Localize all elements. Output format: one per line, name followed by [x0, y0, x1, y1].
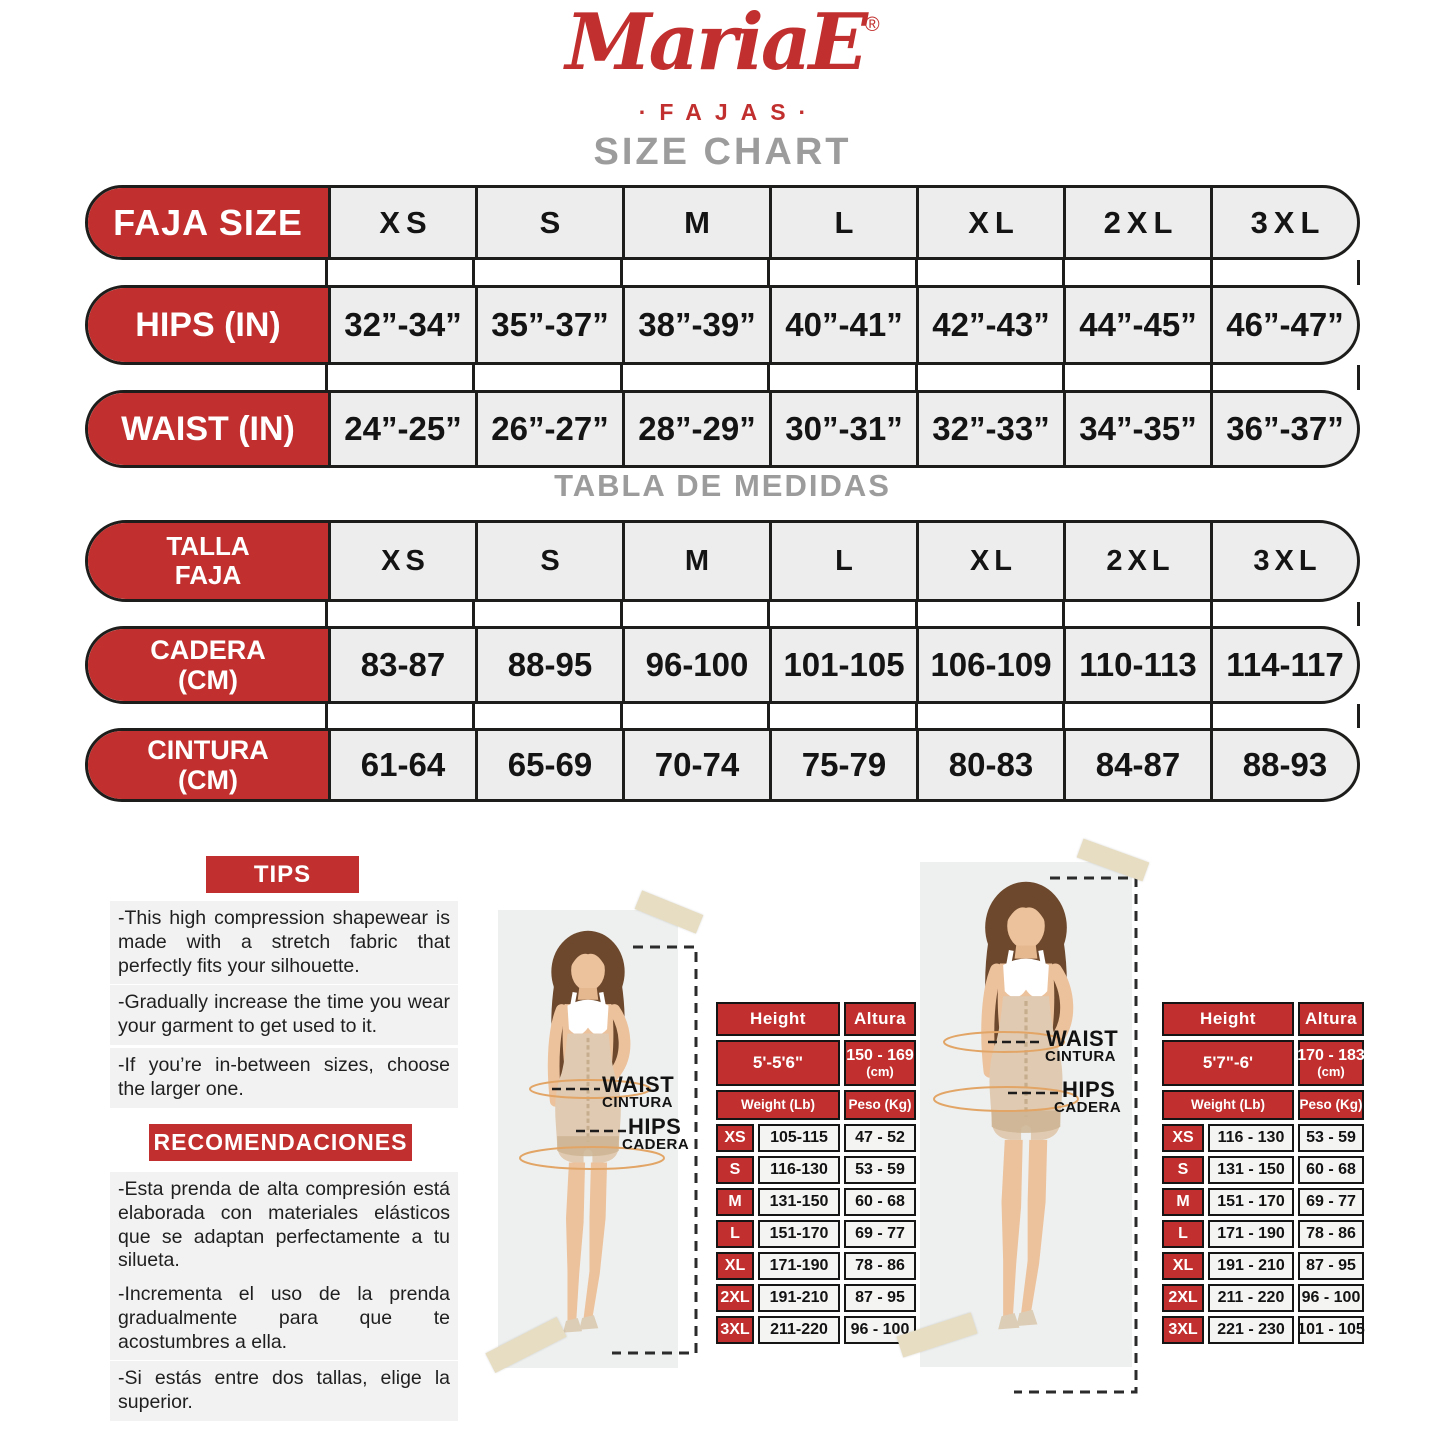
- size-cell: M: [622, 188, 769, 257]
- size-cell: XL: [716, 1252, 754, 1280]
- size-chart-title: SIZE CHART: [593, 131, 852, 173]
- waist-value: 32”-33”: [916, 393, 1063, 465]
- height-value: 5'-5'6": [716, 1040, 840, 1086]
- waist-value: 24”-25”: [328, 393, 475, 465]
- cadera-row: [85, 626, 1360, 704]
- hips-label-es: CADERA: [1054, 1099, 1122, 1116]
- cintura-value: 84-87: [1063, 731, 1210, 799]
- waist-label: WAIST (IN): [88, 393, 328, 465]
- cintura-row: [85, 728, 1360, 802]
- hips-label-en: HIPS: [628, 1114, 682, 1139]
- lb-cell: 151-170: [758, 1220, 840, 1248]
- lb-cell: 116-130: [758, 1156, 840, 1184]
- cintura-value: 65-69: [475, 731, 622, 799]
- kg-cell: 53 - 59: [1298, 1124, 1364, 1152]
- cintura-value: 70-74: [622, 731, 769, 799]
- hips-value: 32”-34”: [328, 288, 475, 362]
- table-gap-row: [325, 602, 1360, 626]
- hips-label-en: HIPS: [1062, 1077, 1116, 1102]
- cintura-value: 75-79: [769, 731, 916, 799]
- kg-cell: 78 - 86: [1298, 1220, 1364, 1248]
- brand-name: MariaE: [565, 0, 865, 88]
- kg-cell: 78 - 86: [844, 1252, 916, 1280]
- tip-item: -This high compression shapewear is made with a stretch fabric that perfectly fits your silhouette.: [110, 901, 458, 984]
- cintura-value: 88-93: [1210, 731, 1357, 799]
- size-cell: S: [1162, 1156, 1204, 1184]
- cintura-value: 80-83: [916, 731, 1063, 799]
- cintura-value: 61-64: [328, 731, 475, 799]
- table-gap-row: [325, 704, 1360, 728]
- talla-cell: XS: [328, 523, 475, 599]
- kg-cell: 60 - 68: [1298, 1156, 1364, 1184]
- recomendacion-item: -Esta prenda de alta compresión está elaborada con materiales elásticos que se adaptan perfectamente a tu silueta.: [110, 1172, 458, 1279]
- height-header: Height: [1162, 1002, 1294, 1036]
- waist-label-es: CINTURA: [1045, 1048, 1116, 1065]
- hips-value: 46”-47”: [1210, 288, 1357, 362]
- kg-cell: 69 - 77: [844, 1220, 916, 1248]
- kg-cell: 96 - 100: [1298, 1284, 1364, 1312]
- cadera-value: 88-95: [475, 629, 622, 701]
- hips-value: 42”-43”: [916, 288, 1063, 362]
- model-illustration: [928, 872, 1124, 1362]
- recomendaciones-title: RECOMENDACIONES: [149, 1124, 412, 1161]
- peso-header: Peso (Kg): [1298, 1090, 1364, 1120]
- cadera-value: 83-87: [328, 629, 475, 701]
- recomendacion-item: -Incrementa el uso de la prenda gradualmente para que te acostumbres a ella.: [110, 1277, 458, 1360]
- size-cell: 2XL: [1063, 188, 1210, 257]
- size-cell: L: [769, 188, 916, 257]
- peso-header: Peso (Kg): [844, 1090, 916, 1120]
- brand-sub-fajas: ·FAJAS·: [638, 99, 820, 125]
- faja-size-label: FAJA SIZE: [88, 188, 328, 257]
- size-cell: L: [716, 1220, 754, 1248]
- weight-table-tall: [1162, 1002, 1364, 1344]
- size-cell: 3XL: [716, 1316, 754, 1344]
- size-cell: M: [1162, 1188, 1204, 1216]
- size-cell: XS: [716, 1124, 754, 1152]
- size-cell: S: [475, 188, 622, 257]
- brand-logo: [0, 0, 1445, 88]
- kg-cell: 53 - 59: [844, 1156, 916, 1184]
- waist-row: [85, 390, 1360, 468]
- cadera-value: 101-105: [769, 629, 916, 701]
- size-cell: 2XL: [716, 1284, 754, 1312]
- size-cell: XS: [328, 188, 475, 257]
- talla-cell: 2XL: [1063, 523, 1210, 599]
- recomendacion-item: -Si estás entre dos tallas, elige la superior.: [110, 1361, 458, 1421]
- lb-cell: 211-220: [758, 1316, 840, 1344]
- kg-cell: 60 - 68: [844, 1188, 916, 1216]
- size-cell: XS: [1162, 1124, 1204, 1152]
- talla-faja-row: [85, 520, 1360, 602]
- cadera-value: 110-113: [1063, 629, 1210, 701]
- talla-cell: XL: [916, 523, 1063, 599]
- altura-header: Altura: [1298, 1002, 1364, 1036]
- registered-mark-icon: ®: [864, 14, 880, 36]
- cintura-label: CINTURA (CM): [88, 731, 328, 799]
- altura-value: 150 - 169 (cm): [844, 1040, 916, 1086]
- hips-value: 38”-39”: [622, 288, 769, 362]
- height-value: 5'7"-6': [1162, 1040, 1294, 1086]
- cadera-value: 106-109: [916, 629, 1063, 701]
- talla-cell: S: [475, 523, 622, 599]
- lb-cell: 191 - 210: [1208, 1252, 1294, 1280]
- hips-value: 40”-41”: [769, 288, 916, 362]
- lb-cell: 171 - 190: [1208, 1220, 1294, 1248]
- hips-value: 44”-45”: [1063, 288, 1210, 362]
- lb-cell: 105-115: [758, 1124, 840, 1152]
- waist-value: 36”-37”: [1210, 393, 1357, 465]
- cadera-label: CADERA (CM): [88, 629, 328, 701]
- kg-cell: 101 - 105: [1298, 1316, 1364, 1344]
- lb-cell: 116 - 130: [1208, 1124, 1294, 1152]
- waist-label-es: CINTURA: [602, 1094, 673, 1111]
- altura-header: Altura: [844, 1002, 916, 1036]
- size-cell: XL: [916, 188, 1063, 257]
- kg-cell: 96 - 100: [844, 1316, 916, 1344]
- size-cell: M: [716, 1188, 754, 1216]
- weight-header: Weight (Lb): [1162, 1090, 1294, 1120]
- talla-cell: 3XL: [1210, 523, 1357, 599]
- waist-value: 26”-27”: [475, 393, 622, 465]
- kg-cell: 47 - 52: [844, 1124, 916, 1152]
- tabla-medidas-title: TABLA DE MEDIDAS: [554, 468, 891, 503]
- hips-label-es: CADERA: [622, 1136, 690, 1153]
- tip-item: -Gradually increase the time you wear your garment to get used to it.: [110, 985, 458, 1045]
- size-cell: XL: [1162, 1252, 1204, 1280]
- table-gap-row: [325, 260, 1360, 285]
- talla-cell: M: [622, 523, 769, 599]
- tips-title: TIPS: [206, 856, 359, 893]
- talla-faja-label: TALLA FAJA: [88, 523, 328, 599]
- size-cell: 3XL: [1162, 1316, 1204, 1344]
- size-cell: 3XL: [1210, 188, 1357, 257]
- talla-cell: L: [769, 523, 916, 599]
- waist-value: 30”-31”: [769, 393, 916, 465]
- faja-size-row: [85, 185, 1360, 260]
- lb-cell: 171-190: [758, 1252, 840, 1280]
- kg-cell: 87 - 95: [1298, 1252, 1364, 1280]
- lb-cell: 211 - 220: [1208, 1284, 1294, 1312]
- waist-value: 28”-29”: [622, 393, 769, 465]
- lb-cell: 151 - 170: [1208, 1188, 1294, 1216]
- hips-row: [85, 285, 1360, 365]
- altura-value: 170 - 183 (cm): [1298, 1040, 1364, 1086]
- size-cell: S: [716, 1156, 754, 1184]
- kg-cell: 87 - 95: [844, 1284, 916, 1312]
- cadera-value: 114-117: [1210, 629, 1357, 701]
- cadera-value: 96-100: [622, 629, 769, 701]
- table-gap-row: [325, 365, 1360, 390]
- weight-table-short: [716, 1002, 916, 1344]
- lb-cell: 131-150: [758, 1188, 840, 1216]
- lb-cell: 131 - 150: [1208, 1156, 1294, 1184]
- size-cell: L: [1162, 1220, 1204, 1248]
- hips-label: HIPS (IN): [88, 288, 328, 362]
- tip-item: -If you’re in-between sizes, choose the larger one.: [110, 1048, 458, 1108]
- waist-value: 34”-35”: [1063, 393, 1210, 465]
- weight-header: Weight (Lb): [716, 1090, 840, 1120]
- waist-label-en: WAIST: [1046, 1026, 1119, 1051]
- lb-cell: 221 - 230: [1208, 1316, 1294, 1344]
- hips-value: 35”-37”: [475, 288, 622, 362]
- size-cell: 2XL: [1162, 1284, 1204, 1312]
- waist-label-en: WAIST: [602, 1072, 675, 1097]
- kg-cell: 69 - 77: [1298, 1188, 1364, 1216]
- lb-cell: 191-210: [758, 1284, 840, 1312]
- height-header: Height: [716, 1002, 840, 1036]
